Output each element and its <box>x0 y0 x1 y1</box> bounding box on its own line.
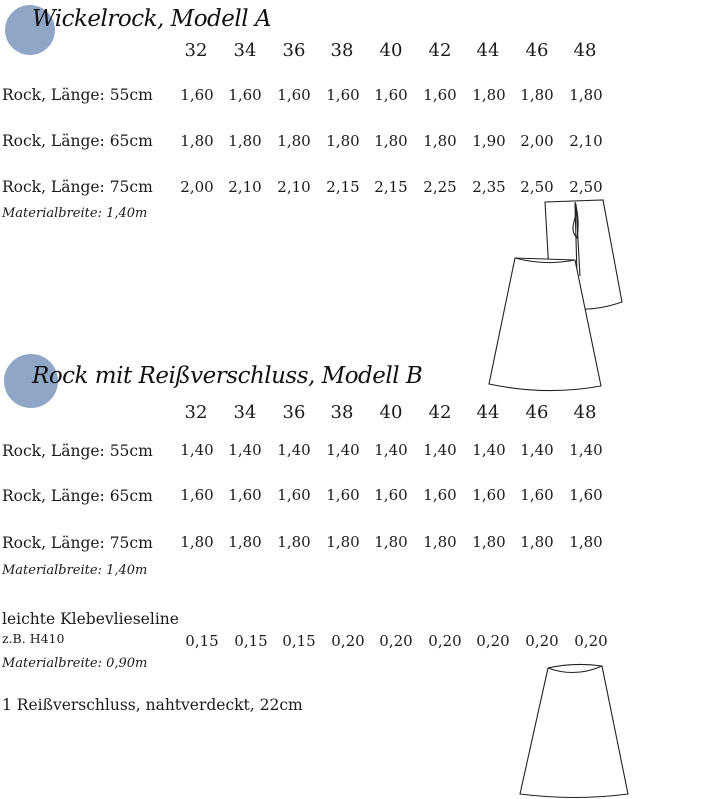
row-label: Rock, Länge: 55cm <box>2 86 153 104</box>
size-48: 48 <box>573 402 597 423</box>
size-42: 42 <box>428 402 452 423</box>
cell-value: 1,80 <box>326 132 360 150</box>
cell-value: 1,80 <box>569 533 603 551</box>
cell-value: 1,60 <box>472 486 506 504</box>
cell-value: 1,60 <box>520 486 554 504</box>
row-label: Rock, Länge: 55cm <box>2 442 153 460</box>
section-a-title: Wickelrock, Modell A <box>32 6 272 32</box>
cell-value: 1,40 <box>423 441 457 459</box>
size-32: 32 <box>184 402 208 423</box>
section-b-title: Rock mit Reißverschluss, Modell B <box>32 363 423 389</box>
cell-value: 1,80 <box>326 533 360 551</box>
cell-value: 1,60 <box>569 486 603 504</box>
cell-value: 1,40 <box>228 441 262 459</box>
cell-value: 2,35 <box>472 178 506 196</box>
cell-value: 0,15 <box>234 632 268 650</box>
cell-value: 1,80 <box>277 533 311 551</box>
size-34: 34 <box>233 402 257 423</box>
cell-value: 1,80 <box>180 132 214 150</box>
size-42: 42 <box>428 40 452 61</box>
cell-value: 2,00 <box>520 132 554 150</box>
cell-value: 0,20 <box>525 632 559 650</box>
cell-value: 1,60 <box>228 86 262 104</box>
size-46: 46 <box>525 402 549 423</box>
row-label: Rock, Länge: 65cm <box>2 487 153 505</box>
cell-value: 1,80 <box>520 533 554 551</box>
row-label: Rock, Länge: 75cm <box>2 534 153 552</box>
cell-value: 0,20 <box>574 632 608 650</box>
cell-value: 1,60 <box>374 86 408 104</box>
size-40: 40 <box>379 40 403 61</box>
cell-value: 1,60 <box>423 486 457 504</box>
size-36: 36 <box>282 402 306 423</box>
cell-value: 2,50 <box>520 178 554 196</box>
cell-value: 2,00 <box>180 178 214 196</box>
cell-value: 1,80 <box>277 132 311 150</box>
cell-value: 1,40 <box>326 441 360 459</box>
cell-value: 2,15 <box>374 178 408 196</box>
row-label: Rock, Länge: 65cm <box>2 132 153 150</box>
cell-value: 1,40 <box>520 441 554 459</box>
cell-value: 1,40 <box>569 441 603 459</box>
cell-value: 1,60 <box>180 486 214 504</box>
cell-value: 1,40 <box>472 441 506 459</box>
cell-value: 0,20 <box>476 632 510 650</box>
cell-value: 1,40 <box>374 441 408 459</box>
cell-value: 1,80 <box>423 533 457 551</box>
size-38: 38 <box>330 40 354 61</box>
cell-value: 1,80 <box>374 132 408 150</box>
cell-value: 1,60 <box>423 86 457 104</box>
cell-value: 0,20 <box>379 632 413 650</box>
cell-value: 2,25 <box>423 178 457 196</box>
cell-value: 1,80 <box>180 533 214 551</box>
cell-value: 0,20 <box>331 632 365 650</box>
size-40: 40 <box>379 402 403 423</box>
size-36: 36 <box>282 40 306 61</box>
interfacing-sublabel: z.B. H410 <box>2 631 65 646</box>
size-44: 44 <box>476 40 500 61</box>
row-label: Rock, Länge: 75cm <box>2 178 153 196</box>
size-38: 38 <box>330 402 354 423</box>
cell-value: 2,10 <box>569 132 603 150</box>
cell-value: 2,15 <box>326 178 360 196</box>
cell-value: 1,80 <box>472 86 506 104</box>
size-32: 32 <box>184 40 208 61</box>
zipper-note: 1 Reißverschluss, nahtverdeckt, 22cm <box>2 696 303 714</box>
cell-value: 1,60 <box>277 86 311 104</box>
cell-value: 0,15 <box>185 632 219 650</box>
cell-value: 1,60 <box>326 86 360 104</box>
size-46: 46 <box>525 40 549 61</box>
cell-value: 1,80 <box>569 86 603 104</box>
cell-value: 0,20 <box>428 632 462 650</box>
cell-value: 1,60 <box>374 486 408 504</box>
cell-value: 1,60 <box>277 486 311 504</box>
cell-value: 1,60 <box>326 486 360 504</box>
cell-value: 1,90 <box>472 132 506 150</box>
cell-value: 2,10 <box>277 178 311 196</box>
cell-value: 1,60 <box>180 86 214 104</box>
cell-value: 2,50 <box>569 178 603 196</box>
cell-value: 0,15 <box>282 632 316 650</box>
size-48: 48 <box>573 40 597 61</box>
interfacing-label: leichte Klebevlieseline <box>2 610 179 628</box>
cell-value: 1,80 <box>374 533 408 551</box>
cell-value: 1,80 <box>520 86 554 104</box>
cell-value: 1,80 <box>423 132 457 150</box>
interfacing-material-width: Materialbreite: 0,90m <box>2 656 148 671</box>
cell-value: 1,60 <box>228 486 262 504</box>
cell-value: 1,40 <box>180 441 214 459</box>
wrap-skirt-illustration <box>485 198 630 394</box>
cell-value: 1,80 <box>228 132 262 150</box>
cell-value: 2,10 <box>228 178 262 196</box>
cell-value: 1,80 <box>228 533 262 551</box>
section-b-material-width: Materialbreite: 1,40m <box>2 563 148 578</box>
section-a-material-width: Materialbreite: 1,40m <box>2 206 148 221</box>
size-34: 34 <box>233 40 257 61</box>
size-44: 44 <box>476 402 500 423</box>
cell-value: 1,40 <box>277 441 311 459</box>
a-line-skirt-illustration <box>518 664 632 799</box>
cell-value: 1,80 <box>472 533 506 551</box>
